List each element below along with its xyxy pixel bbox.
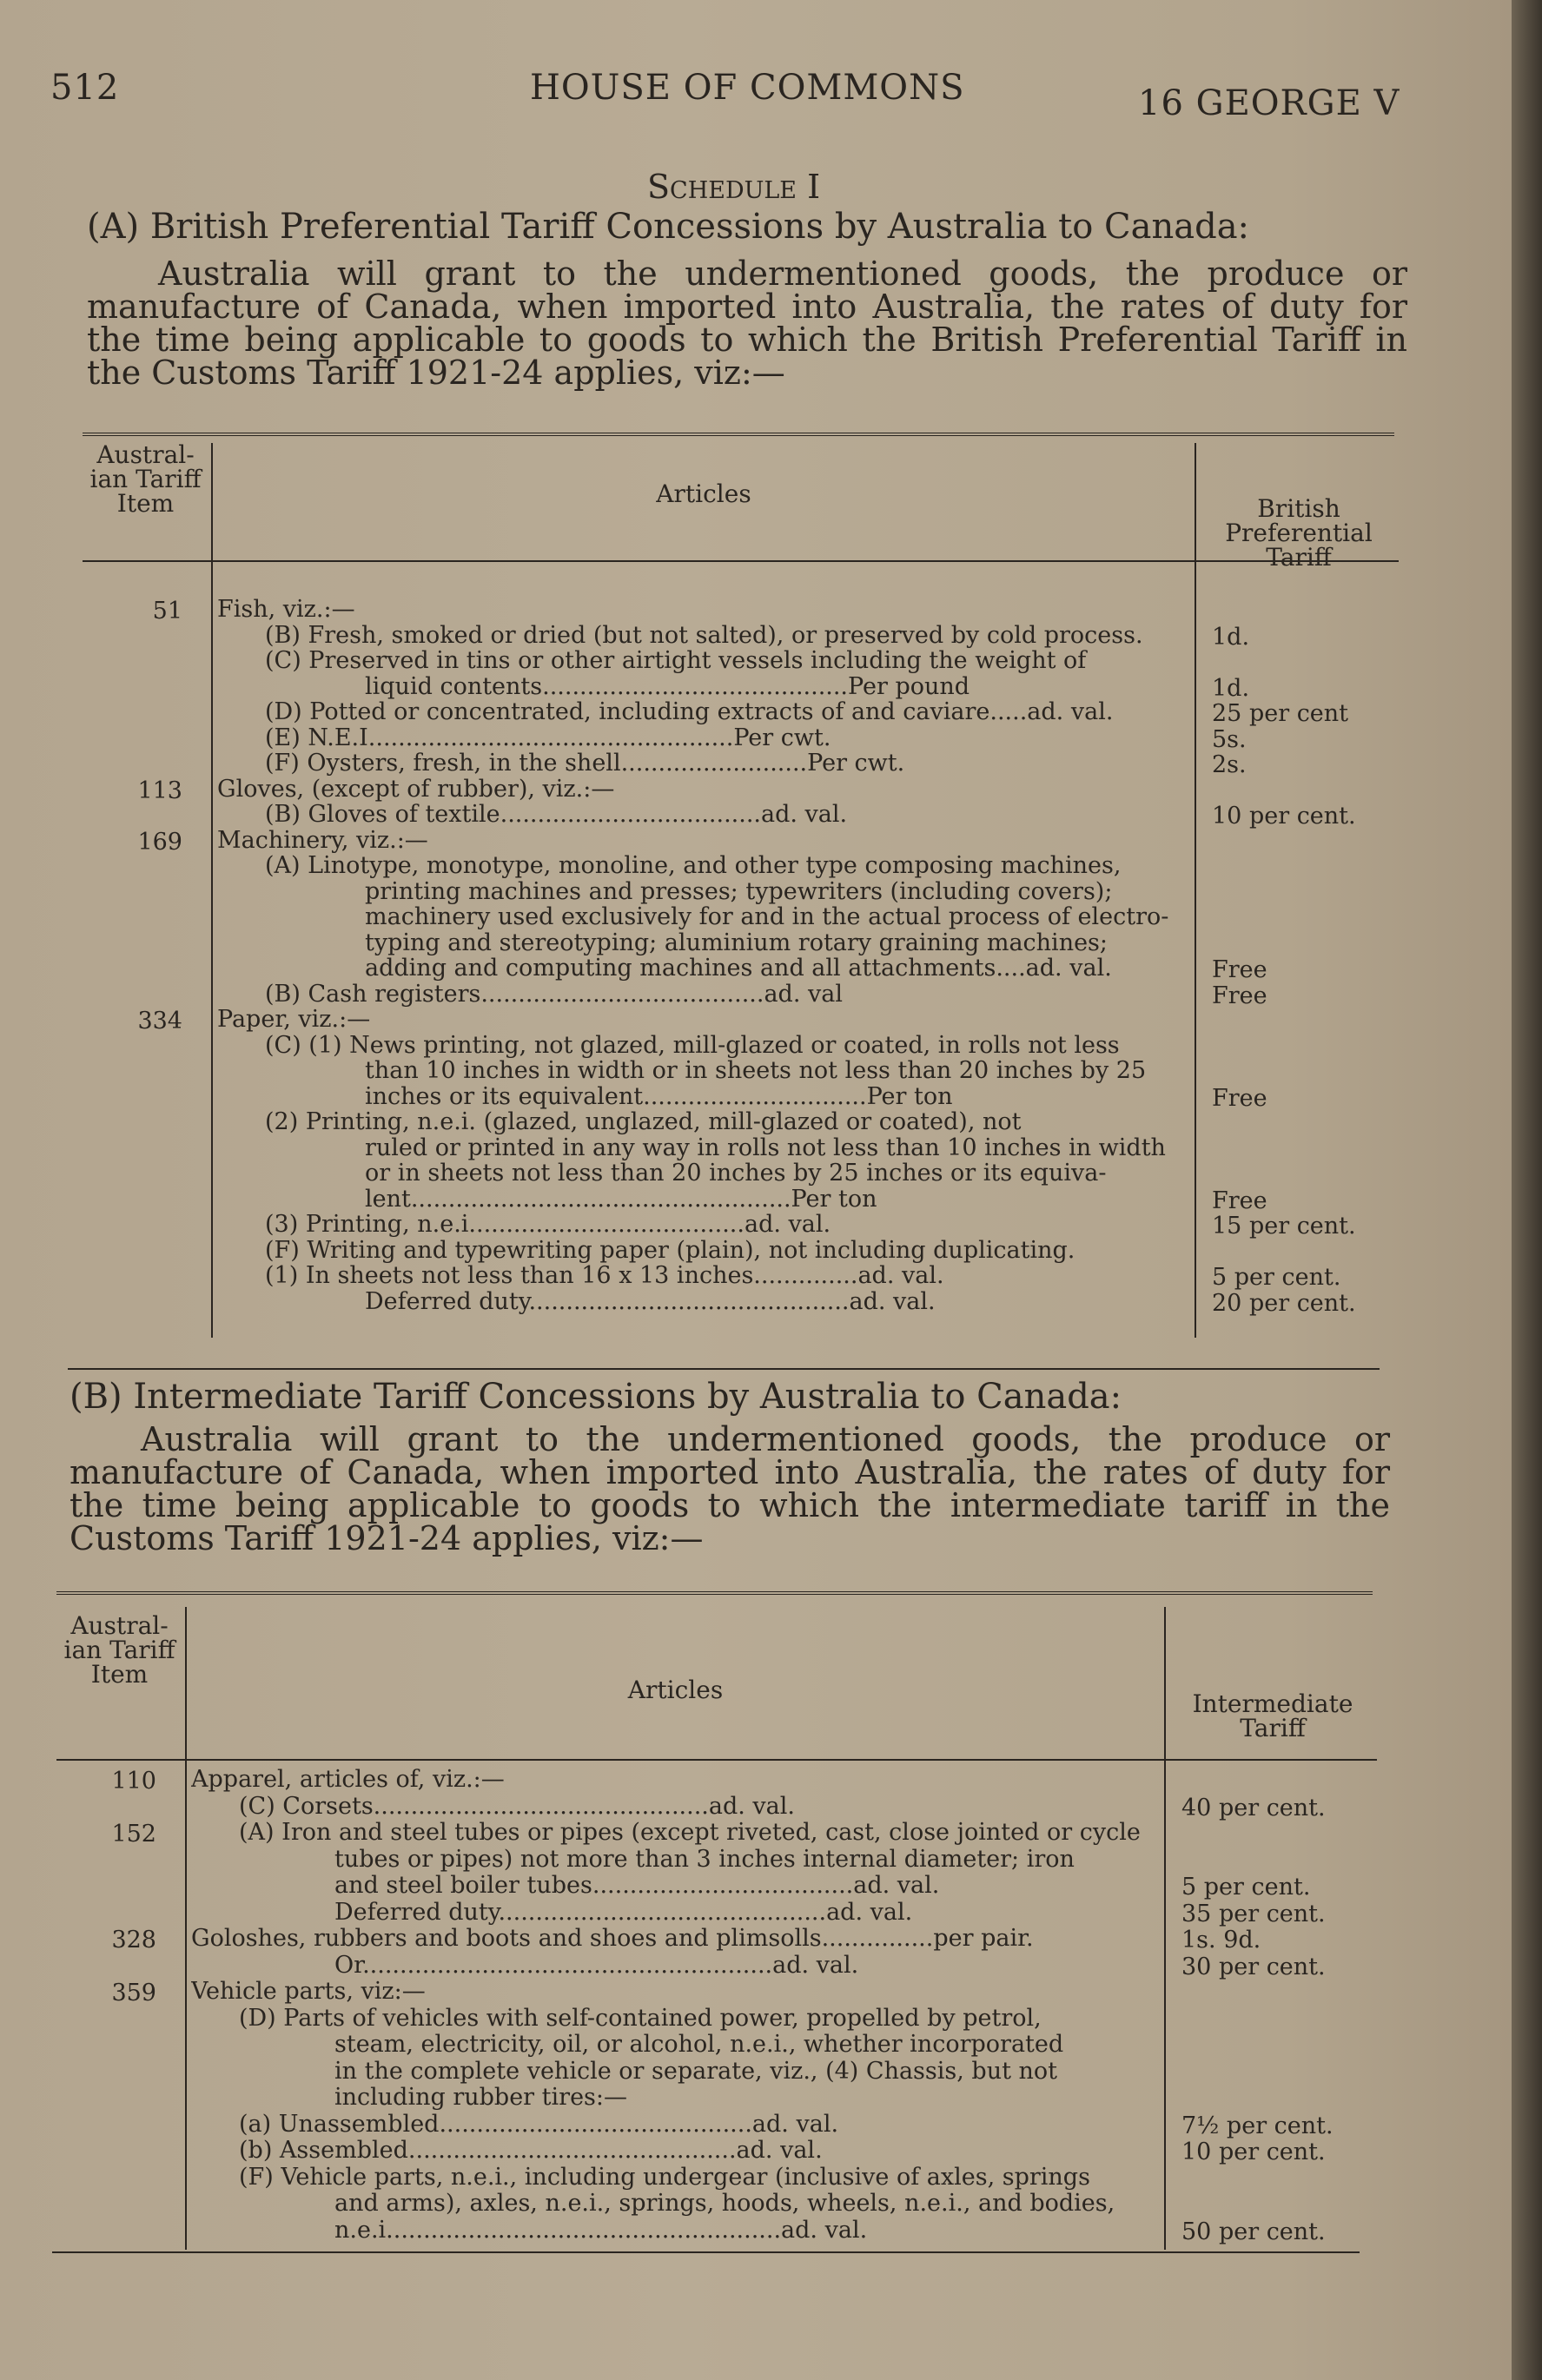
article-description: (3) Printing, n.e.i.....................................ad. val.: [265, 1213, 831, 1237]
article-description: (F) Vehicle parts, n.e.i., including undergear (inclusive of axles, springs: [239, 2165, 1090, 2190]
tariff-rate: Free: [1212, 982, 1267, 1009]
tariff-item-number: 113: [137, 777, 182, 804]
tariff-item-number: 328: [111, 1927, 156, 1954]
article-description: (B) Cash registers......................................ad. val: [265, 982, 843, 1007]
article-description: in the complete vehicle or separate, viz., (4) Chassis, but not: [334, 2059, 1058, 2084]
tariff-rate: 1d.: [1212, 623, 1250, 651]
tariff-rate: 2s.: [1212, 751, 1247, 778]
section-b-bottom-rule: [52, 2251, 1360, 2253]
page-title: HOUSE OF COMMONS: [530, 68, 965, 108]
article-description: (B) Fresh, smoked or dried (but not salted), or preserved by cold process.: [265, 623, 1143, 648]
article-description: Paper, viz.:—: [217, 1008, 371, 1032]
section-a-divider-1: [211, 443, 213, 1338]
session-label: 16 GEORGE V: [1138, 83, 1400, 123]
section-a-top-rule: [83, 433, 1394, 436]
article-description: (b) Assembled............................................ad. val.: [239, 2139, 823, 2163]
article-description: Deferred duty...........................................ad. val.: [365, 1289, 936, 1314]
section-a-bottom-rule: [68, 1368, 1380, 1370]
tariff-rate: 35 per cent.: [1181, 1900, 1326, 1927]
book-spine-edge: [1512, 0, 1542, 2380]
tariff-item-number: 152: [111, 1821, 156, 1848]
article-description: Gloves, (except of rubber), viz.:—: [217, 777, 615, 802]
tariff-item-number: 169: [137, 828, 182, 856]
tariff-rate: 50 per cent.: [1181, 2218, 1326, 2245]
article-description: including rubber tires:—: [334, 2086, 627, 2110]
section-b-heading: (B) Intermediate Tariff Concessions by Australia to Canada:: [69, 1377, 1122, 1417]
tariff-rate: 5 per cent.: [1212, 1264, 1341, 1291]
section-a-intro: [87, 255, 1407, 392]
tariff-rate: Free: [1212, 956, 1267, 983]
article-description: Machinery, viz.:—: [217, 828, 428, 853]
page-number: 512: [50, 68, 120, 108]
tariff-rate: Free: [1212, 1187, 1267, 1214]
article-description: printing machines and presses; typewriters (including covers);: [365, 879, 1113, 904]
tariff-rate: 1d.: [1212, 674, 1250, 702]
section-b-col-item: Austral-ian Tariff Item: [63, 1611, 175, 1689]
section-b-top-rule: [56, 1591, 1373, 1595]
article-description: (1) In sheets not less than 16 x 13 inches..............ad. val.: [265, 1264, 944, 1288]
article-description: (C) Preserved in tins or other airtight vessels including the weight of: [265, 649, 1087, 673]
article-description: Or.......................................................ad. val.: [334, 1953, 859, 1978]
article-description: (B) Gloves of textile...................................ad. val.: [265, 803, 848, 827]
article-description: (A) Linotype, monotype, monoline, and other type composing machines,: [265, 854, 1122, 878]
tariff-rate: 30 per cent.: [1181, 1953, 1326, 1980]
article-description: Vehicle parts, viz:—: [191, 1980, 426, 2004]
section-a-col-rate: British Preferential Tariff: [1225, 494, 1373, 572]
section-b-header-rule: [56, 1759, 1377, 1761]
tariff-item-number: 110: [111, 1768, 156, 1795]
article-description: (F) Writing and typewriting paper (plain), not including duplicating.: [265, 1238, 1075, 1263]
section-b-intro-text: Australia will grant to the undermentioned goods, the produce or manufacture of Canada, when imported into Australia, the rates of duty for the time being applicable to goods to which the intermediate tariff in the Customs Tariff 1921-24 applies, viz:—: [69, 1420, 1390, 1557]
article-description: and steel boiler tubes...................................ad. val.: [334, 1874, 940, 1898]
section-b-divider-1: [185, 1607, 187, 2250]
article-description: lent...................................................Per ton: [365, 1187, 877, 1212]
tariff-rate: 5 per cent.: [1181, 1874, 1311, 1901]
article-description: (C) (1) News printing, not glazed, mill-glazed or coated, in rolls not less: [265, 1033, 1120, 1058]
schedule-title: Schedule I: [647, 168, 821, 206]
tariff-rate: 10 per cent.: [1181, 2139, 1326, 2165]
article-description: ruled or printed in any way in rolls not less than 10 inches in width: [365, 1135, 1166, 1160]
tariff-rate: 7½ per cent.: [1181, 2112, 1334, 2139]
article-description: (D) Parts of vehicles with self-contained power, propelled by petrol,: [239, 2006, 1042, 2031]
article-description: adding and computing machines and all attachments....ad. val.: [365, 956, 1112, 981]
tariff-rate: 10 per cent.: [1212, 803, 1356, 830]
section-a-col-item: Austral-ian Tariff Item: [89, 440, 202, 518]
tariff-rate: 20 per cent.: [1212, 1289, 1356, 1317]
section-b-divider-2: [1164, 1607, 1166, 2250]
article-description: (D) Potted or concentrated, including extracts of and caviare.....ad. val.: [265, 700, 1114, 724]
tariff-item-number: 359: [111, 1980, 156, 2006]
article-description: (A) Iron and steel tubes or pipes (except riveted, cast, close jointed or cycle: [239, 1821, 1141, 1845]
section-a-header-rule: [83, 560, 1399, 562]
section-b-col-articles: Articles: [627, 1676, 724, 1704]
tariff-rate: 25 per cent: [1212, 700, 1349, 727]
section-b-intro: [69, 1420, 1390, 1557]
tariff-rate: Free: [1212, 1084, 1267, 1112]
article-description: than 10 inches in width or in sheets not less than 20 inches by 25: [365, 1059, 1147, 1083]
article-description: tubes or pipes) not more than 3 inches internal diameter; iron: [334, 1847, 1075, 1872]
section-b-col-rate: Intermediate Tariff: [1192, 1689, 1353, 1742]
article-description: Apparel, articles of, viz.:—: [191, 1768, 505, 1792]
article-description: (F) Oysters, fresh, in the shell.........................Per cwt.: [265, 751, 905, 776]
article-description: or in sheets not less than 20 inches by 25 inches or its equiva-: [365, 1161, 1107, 1186]
tariff-rate: 40 per cent.: [1181, 1794, 1326, 1821]
article-description: n.e.i.....................................................ad. val.: [334, 2218, 868, 2243]
article-description: Deferred duty............................................ad. val.: [334, 1900, 913, 1925]
section-a-intro-text: Australia will grant to the undermentioned goods, the produce or manufacture of Canada, when imported into Australia, the rates of duty for the time being applicable to goods to which the British Preferential Tariff in the Customs Tariff 1921-24 applies, viz:—: [87, 255, 1407, 392]
section-a-col-articles: Articles: [656, 479, 751, 508]
article-description: (a) Unassembled..........................................ad. val.: [239, 2112, 839, 2137]
article-description: and arms), axles, n.e.i., springs, hoods, wheels, n.e.i., and bodies,: [334, 2192, 1115, 2216]
article-description: liquid contents.........................................Per pound: [365, 674, 970, 699]
article-description: Fish, viz.:—: [217, 598, 355, 622]
article-description: typing and stereotyping; aluminium rotary graining machines;: [365, 930, 1109, 955]
article-description: steam, electricity, oil, or alcohol, n.e.i., whether incorporated: [334, 2033, 1064, 2057]
article-description: machinery used exclusively for and in the actual process of electro-: [365, 905, 1169, 929]
section-a-divider-2: [1195, 443, 1196, 1338]
section-a-heading: (A) British Preferential Tariff Concessions by Australia to Canada:: [87, 207, 1250, 247]
article-description: Goloshes, rubbers and boots and shoes and plimsolls...............per pair.: [191, 1927, 1034, 1951]
tariff-rate: 15 per cent.: [1212, 1213, 1356, 1240]
article-description: (2) Printing, n.e.i. (glazed, unglazed, mill-glazed or coated), not: [265, 1110, 1022, 1134]
tariff-rate: 5s.: [1212, 725, 1247, 753]
tariff-item-number: 334: [137, 1008, 182, 1035]
article-description: inches or its equivalent..............................Per ton: [365, 1084, 953, 1109]
tariff-item-number: 51: [152, 598, 182, 625]
article-description: (C) Corsets.............................................ad. val.: [239, 1794, 795, 1819]
tariff-rate: 1s. 9d.: [1181, 1927, 1261, 1954]
article-description: (E) N.E.I.................................................Per cwt.: [265, 725, 831, 750]
